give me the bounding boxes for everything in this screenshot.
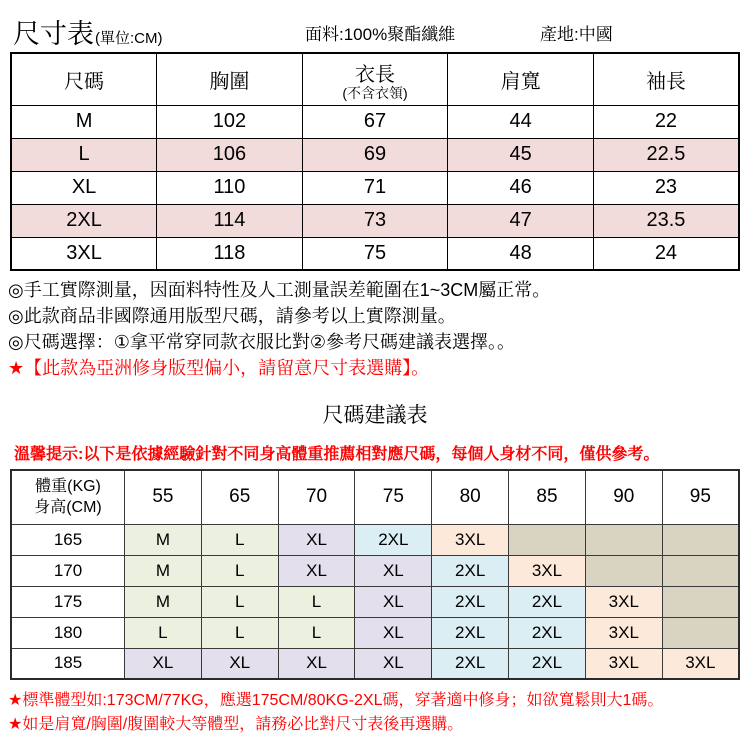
size-cell: 73 (302, 204, 448, 237)
size-cell: 22.5 (593, 138, 739, 171)
suggestion-cell: XL (278, 555, 355, 586)
size-cell: 44 (448, 105, 594, 138)
note-line: ◎手工實際測量，因面料特性及人工測量誤差範圍在1~3CM屬正常。 (8, 280, 551, 300)
size-column-header: 尺碼 (11, 53, 157, 105)
suggestion-cell: 2XL (509, 617, 586, 648)
size-cell: 23.5 (593, 204, 739, 237)
size-row (11, 138, 739, 171)
page-header (0, 11, 750, 49)
suggestion-cell: 3XL (585, 617, 662, 648)
size-cell: 2XL (11, 204, 157, 237)
size-column-header: 袖長 (593, 53, 739, 105)
size-cell: 46 (448, 171, 594, 204)
size-cell: 67 (302, 105, 448, 138)
size-cell: 102 (157, 105, 303, 138)
weight-column-header: 90 (585, 470, 662, 524)
height-row-header: 180 (11, 617, 125, 648)
suggestion-cell: M (125, 524, 202, 555)
suggestion-cell (662, 617, 739, 648)
size-column-header: 胸圍 (157, 53, 303, 105)
size-cell: 24 (593, 237, 739, 270)
size-row (11, 105, 739, 138)
size-cell: 23 (593, 171, 739, 204)
suggestion-hint: 溫馨提示:以下是依據經驗針對不同身高體重推薦相對應尺碼，每個人身材不同，僅供參考。 (14, 446, 660, 463)
size-cell: L (11, 138, 157, 171)
suggestion-row (11, 524, 739, 555)
suggestion-row (11, 648, 739, 679)
suggestion-cell: 2XL (509, 648, 586, 679)
suggestion-cell: XL (278, 648, 355, 679)
size-table-header (11, 53, 739, 105)
suggestion-cell (585, 524, 662, 555)
fabric-label: 面料:100%聚酯纖維 (305, 25, 456, 44)
suggestion-cell: 2XL (432, 617, 509, 648)
suggestion-cell: L (278, 586, 355, 617)
origin-label: 產地:中國 (540, 25, 613, 44)
footnote-line: ★如是肩寬/胸圍/腹圍較大等體型，請務必比對尺寸表後再選購。 (8, 716, 464, 733)
size-cell: 114 (157, 204, 303, 237)
suggestion-cell: 3XL (662, 648, 739, 679)
suggestion-cell: 3XL (509, 555, 586, 586)
corner-height-label: 身高(CM) (34, 499, 102, 517)
weight-column-header: 75 (355, 470, 432, 524)
suggestion-cell: L (125, 617, 202, 648)
size-cell: 75 (302, 237, 448, 270)
suggestion-cell: L (201, 586, 278, 617)
suggestion-cell: L (201, 617, 278, 648)
suggestion-cell: M (125, 555, 202, 586)
notes-list (8, 277, 750, 355)
suggestion-cell: XL (201, 648, 278, 679)
suggestion-cell: 3XL (585, 586, 662, 617)
suggestion-cell (662, 524, 739, 555)
size-cell: 110 (157, 171, 303, 204)
page-title: 尺寸表 (13, 19, 94, 49)
size-chart-page (0, 11, 750, 737)
suggestion-cell: 2XL (432, 555, 509, 586)
title-group (13, 19, 163, 49)
corner-weight-label: 體重(KG) (35, 478, 101, 496)
suggestion-cell: 2XL (355, 524, 432, 555)
suggestion-cell (509, 524, 586, 555)
size-column-header (302, 53, 448, 105)
note-line: ◎此款商品非國際通用版型尺碼，請參考以上實際測量。 (8, 306, 456, 326)
height-row-header: 170 (11, 555, 125, 586)
weight-column-header: 65 (201, 470, 278, 524)
size-cell: M (11, 105, 157, 138)
suggestion-cell: XL (355, 555, 432, 586)
footnote-line: ★標準體型如:173CM/77KG，應選175CM/80KG-2XL碼，穿著適中修身；如欲寬鬆則大1碼。 (8, 692, 664, 709)
suggestion-cell: 2XL (509, 586, 586, 617)
size-row (11, 237, 739, 270)
suggestion-cell: L (278, 617, 355, 648)
suggestion-cell: M (125, 586, 202, 617)
suggestion-row (11, 586, 739, 617)
suggestion-cell: XL (355, 586, 432, 617)
suggestion-cell (662, 555, 739, 586)
suggestion-cell: XL (125, 648, 202, 679)
weight-column-header: 80 (432, 470, 509, 524)
suggestion-table-header (11, 470, 739, 524)
suggestion-table (10, 469, 740, 680)
suggestion-cell (585, 555, 662, 586)
suggestion-header-row (11, 470, 739, 524)
suggestion-title: 尺碼建議表 (322, 404, 428, 427)
length-header-main: 衣長 (354, 63, 395, 86)
suggestion-cell (662, 586, 739, 617)
size-cell: 48 (448, 237, 594, 270)
size-table-body (11, 105, 739, 270)
size-column-header: 肩寬 (448, 53, 594, 105)
suggestion-cell: XL (355, 617, 432, 648)
weight-column-header: 95 (662, 470, 739, 524)
weight-column-header: 70 (278, 470, 355, 524)
size-cell: 118 (157, 237, 303, 270)
size-cell: 71 (302, 171, 448, 204)
suggestion-row (11, 617, 739, 648)
suggestion-cell: XL (278, 524, 355, 555)
size-cell: 45 (448, 138, 594, 171)
size-table (10, 52, 740, 271)
size-cell: XL (11, 171, 157, 204)
weight-column-header: 85 (509, 470, 586, 524)
suggestion-cell: 3XL (432, 524, 509, 555)
suggestion-row (11, 555, 739, 586)
size-row (11, 204, 739, 237)
footnotes-list (8, 689, 750, 737)
suggestion-table-body (11, 524, 739, 679)
unit-label: (單位:CM) (95, 30, 163, 47)
fit-warning: ★【此款為亞洲修身版型偏小，請留意尺寸表選購】。 (8, 358, 430, 378)
height-row-header: 165 (11, 524, 125, 555)
height-row-header: 185 (11, 648, 125, 679)
suggestion-cell: L (201, 524, 278, 555)
note-line: ◎尺碼選擇：①拿平常穿同款衣服比對②參考尺碼建議表選擇。。 (8, 332, 515, 352)
weight-column-header: 55 (125, 470, 202, 524)
height-row-header: 175 (11, 586, 125, 617)
size-cell: 47 (448, 204, 594, 237)
suggestion-cell: XL (355, 648, 432, 679)
size-row (11, 171, 739, 204)
suggestion-cell: L (201, 555, 278, 586)
size-cell: 3XL (11, 237, 157, 270)
suggestion-cell: 2XL (432, 586, 509, 617)
size-cell: 69 (302, 138, 448, 171)
corner-header (11, 470, 125, 524)
size-cell: 22 (593, 105, 739, 138)
suggestion-cell: 3XL (585, 648, 662, 679)
length-header-note: (不含衣領) (342, 84, 408, 101)
size-cell: 106 (157, 138, 303, 171)
size-header-row (11, 53, 739, 105)
suggestion-cell: 2XL (432, 648, 509, 679)
